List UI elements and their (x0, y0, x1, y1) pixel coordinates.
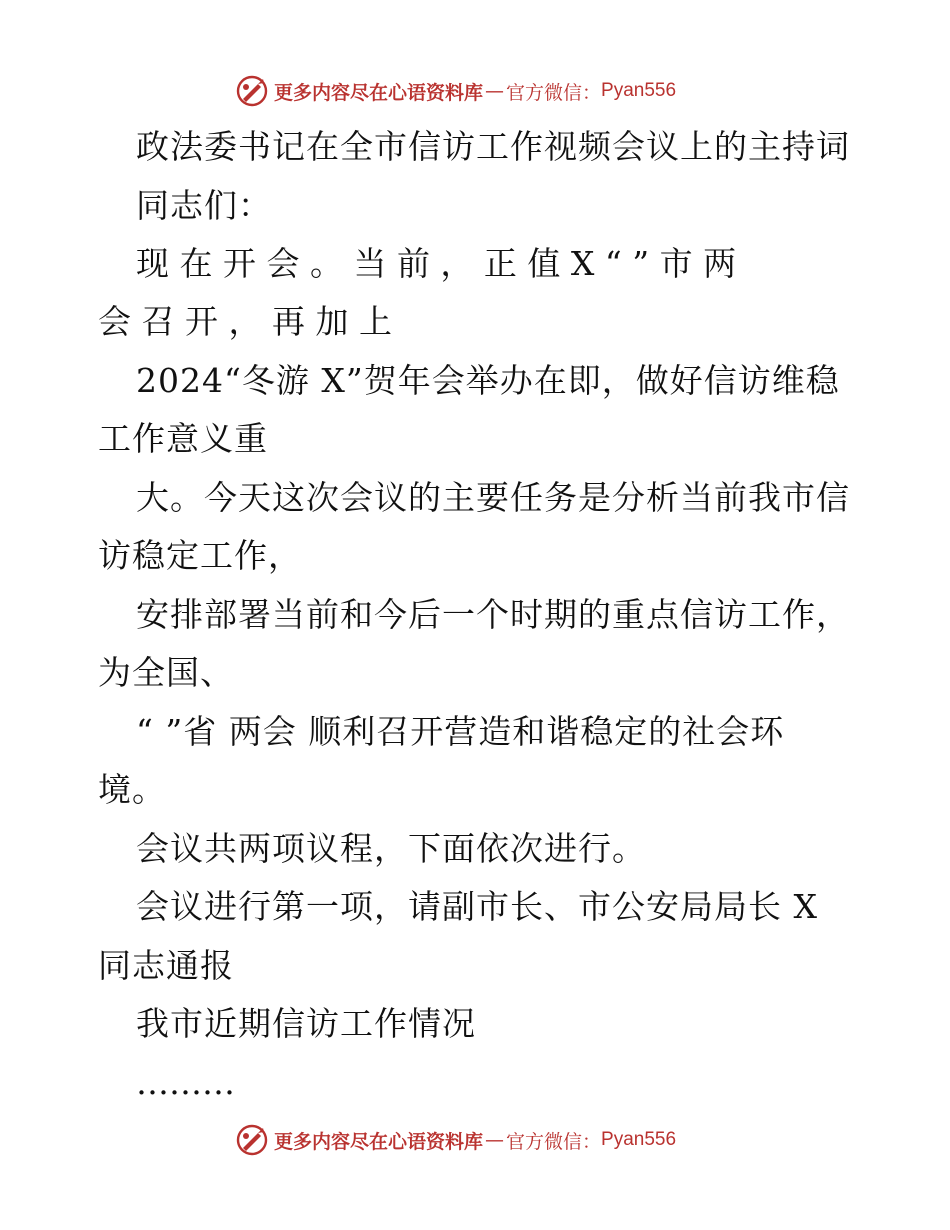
paragraph-line: 现 在 开 会 。 当 前 ， 正 值 X “ ” 市 两 (136, 244, 737, 283)
paragraph-line: 会议共两项议程，下面依次进行。 (136, 829, 646, 868)
banner-separator: — (485, 1129, 505, 1151)
paragraph-line: 境。 (98, 770, 166, 809)
paragraph-line: 大。今天这次会议的主要任务是分析当前我市信 (136, 478, 850, 517)
paragraph-line: 我市近期信访工作情况 (136, 1004, 476, 1043)
banner-brand-text: 更多内容尽在心语资料库 (274, 1130, 484, 1153)
paragraph-line: 会议进行第一项，请副市长、市公安局局长 X (136, 887, 818, 926)
banner-wechat-label: 官方微信： (506, 1130, 602, 1153)
paragraph-line: 同志通报 (98, 946, 234, 985)
paragraph-line: 2024“冬游 X”贺年会举办在即，做好信访维稳 (136, 361, 840, 400)
banner-brand-text: 更多内容尽在心语资料库 (274, 81, 484, 104)
paragraph-line: 工作意义重 (98, 419, 268, 458)
header-banner (236, 74, 676, 108)
banner-wechat-id: Pyan556 (601, 80, 677, 101)
paragraph-line: “ ”省 两会 顺利召开营造和谐稳定的社会环 (136, 712, 785, 751)
footer-banner (236, 1123, 676, 1157)
banner-wechat-id: Pyan556 (601, 1129, 677, 1150)
banner-separator: — (485, 80, 505, 102)
ellipsis-line: ……… (136, 1063, 235, 1102)
paragraph-line: 访稳定工作， (98, 536, 302, 575)
document-title: 政法委书记在全市信访工作视频会议上的主持词 (136, 127, 850, 166)
salutation: 同志们： (136, 186, 272, 225)
paragraph-line: 为全国、 (98, 653, 234, 692)
quill-logo-icon (236, 75, 268, 107)
paragraph-line: 会 召 开 ， 再 加 上 (98, 302, 392, 341)
quill-logo-icon (236, 1124, 268, 1156)
banner-wechat-label: 官方微信： (506, 81, 602, 104)
paragraph-line: 安排部署当前和今后一个时期的重点信访工作， (136, 595, 850, 634)
